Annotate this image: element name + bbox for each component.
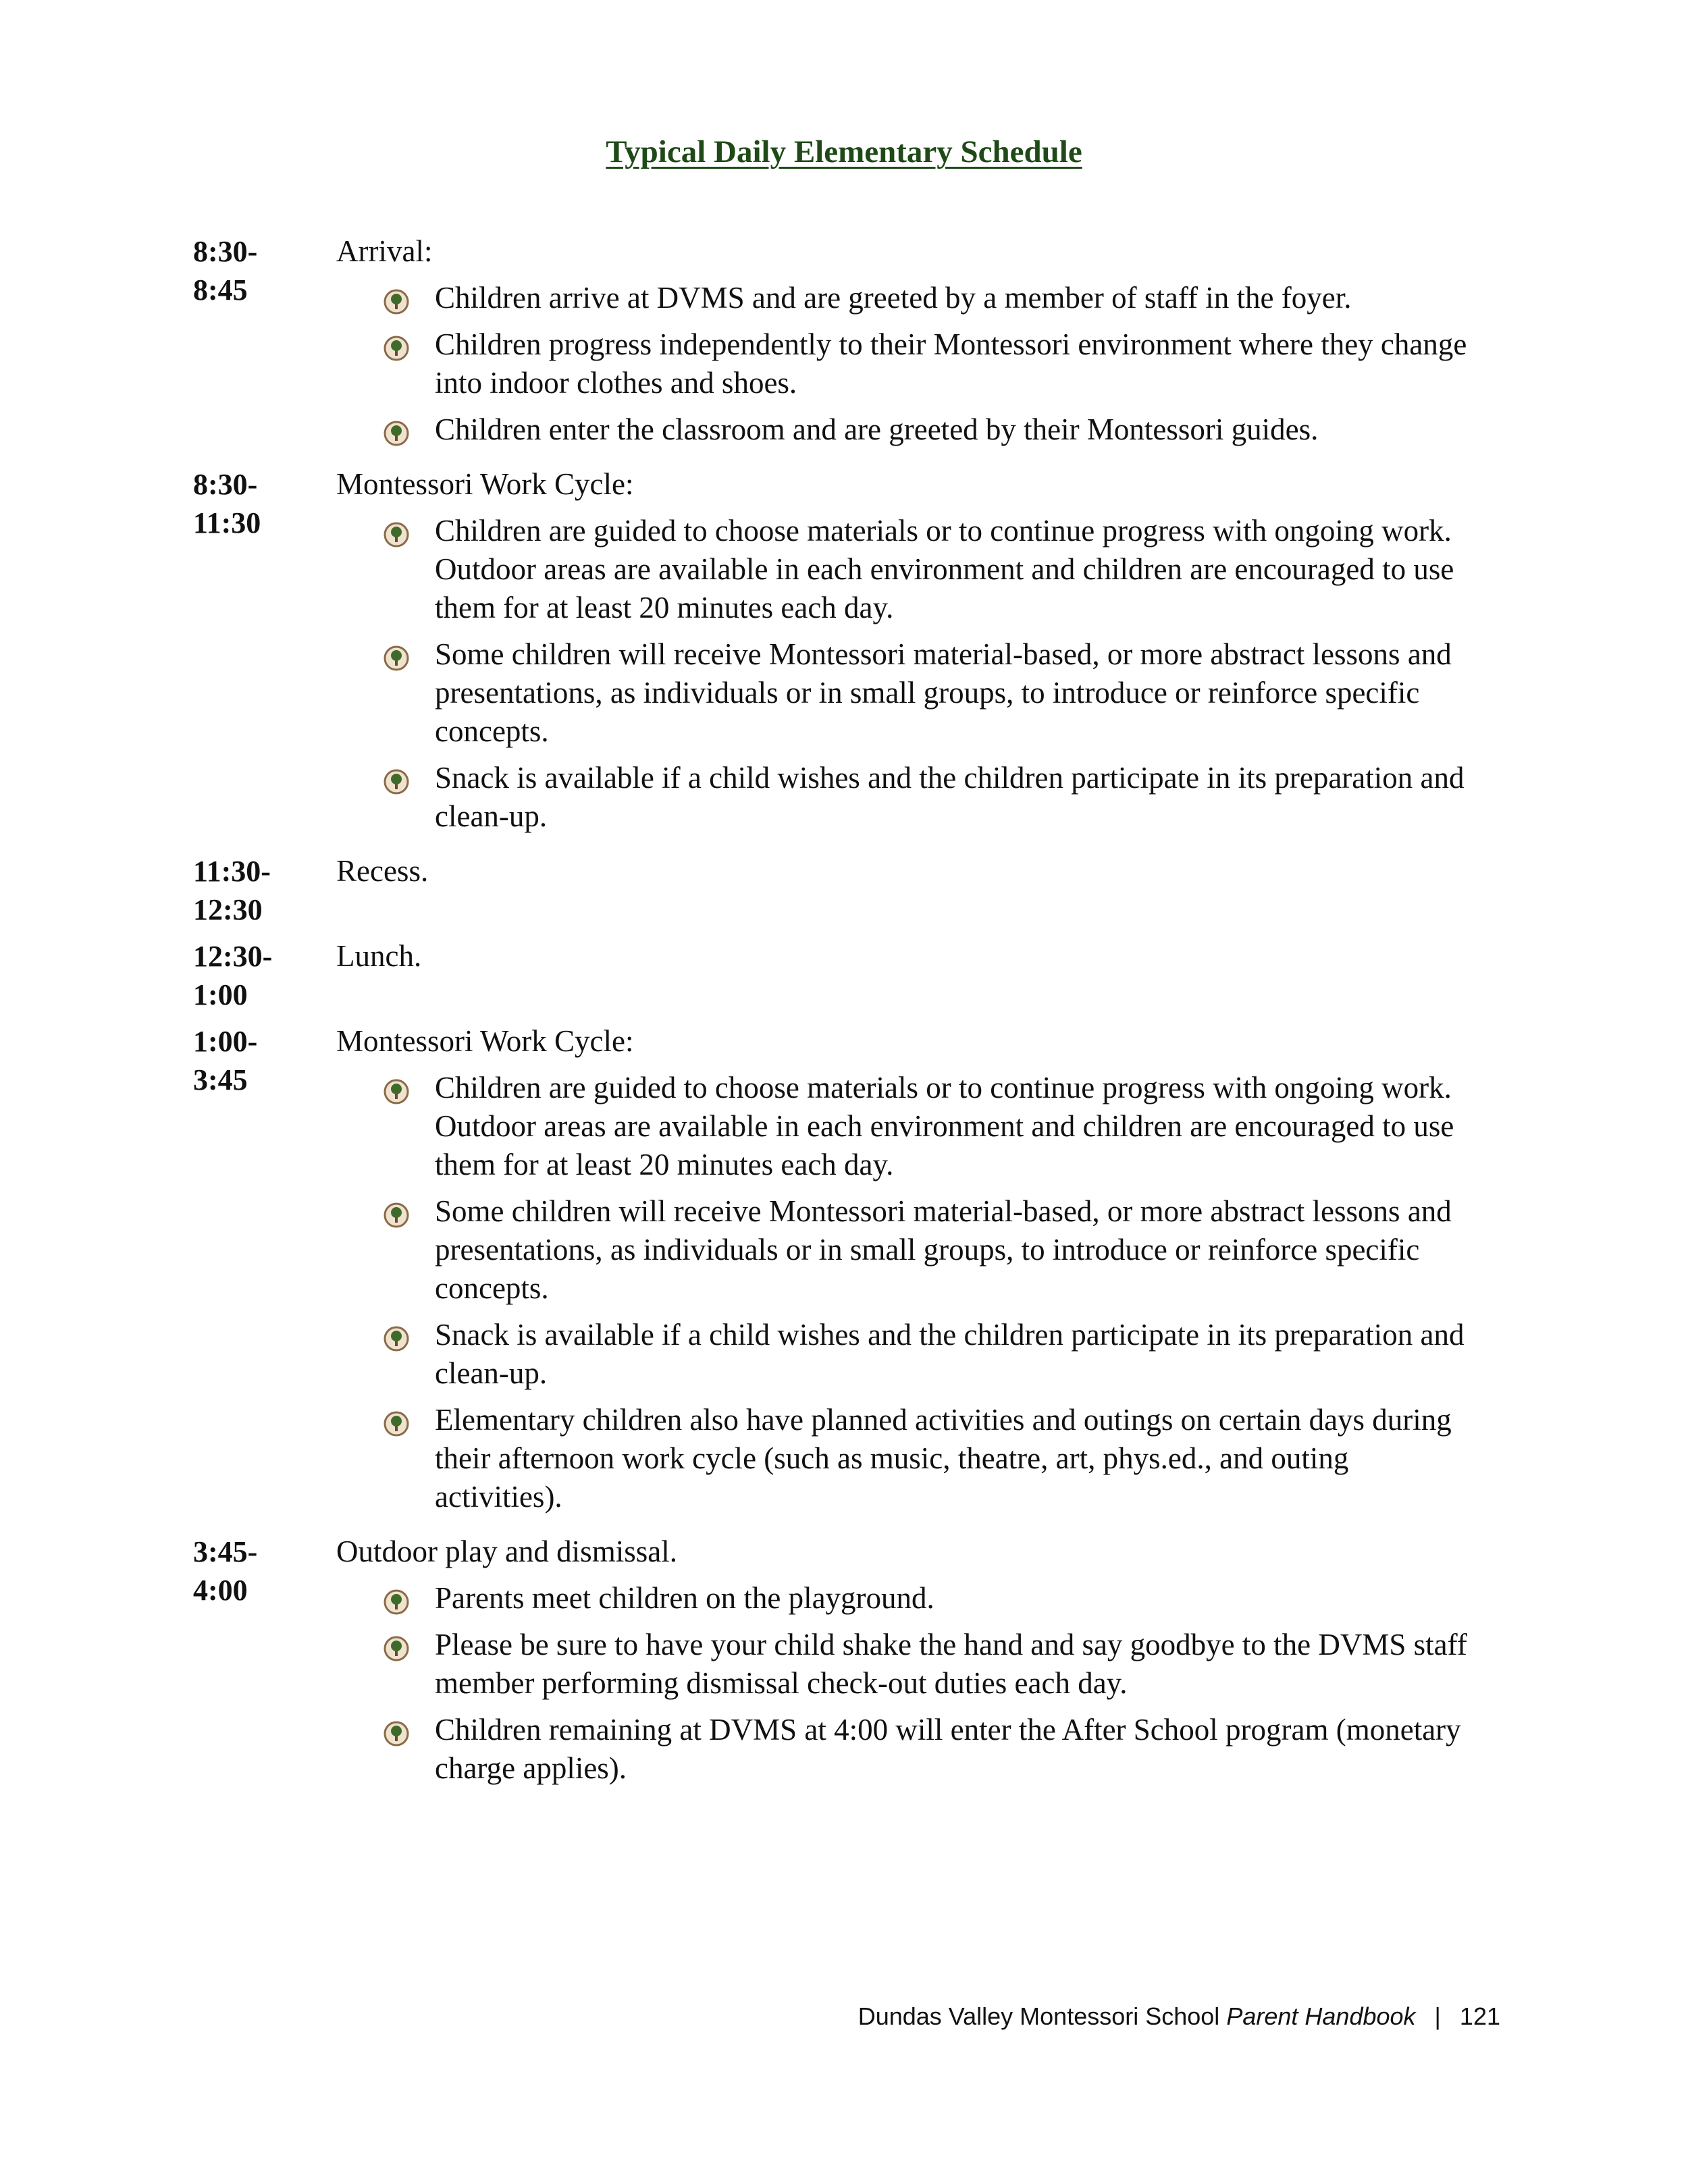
tree-bullet-icon xyxy=(384,1408,409,1433)
schedule-bullet-list xyxy=(336,1069,1516,1516)
schedule-bullet-item xyxy=(435,1579,1516,1618)
schedule-content xyxy=(336,937,1516,984)
schedule-time: 3:45- 4:00 xyxy=(193,1535,258,1607)
schedule-content xyxy=(336,1022,1516,1524)
tree-bullet-icon xyxy=(384,642,409,668)
schedule-block xyxy=(193,937,1516,1014)
schedule-heading: Recess. xyxy=(336,854,429,888)
tree-bullet-icon xyxy=(384,1717,409,1743)
schedule-time: 11:30- 12:30 xyxy=(193,855,271,926)
schedule-content xyxy=(336,465,1516,844)
schedule-bullet-list xyxy=(336,1579,1516,1788)
tree-bullet-icon xyxy=(384,1586,409,1612)
schedule-content xyxy=(336,852,1516,899)
schedule-heading: Lunch. xyxy=(336,939,422,973)
schedule-bullet-item xyxy=(435,410,1516,449)
footer-handbook-title: Parent Handbook xyxy=(1226,2002,1416,2030)
schedule-bullet-text: Snack is available if a child wishes and the children participate in its preparation and clean-up. xyxy=(435,1318,1465,1390)
schedule-content xyxy=(336,232,1516,457)
schedule-block xyxy=(193,1022,1516,1524)
schedule-bullet-text: Children enter the classroom and are greeted by their Montessori guides. xyxy=(435,412,1319,446)
schedule-bullet-item xyxy=(435,1626,1516,1703)
tree-bullet-icon xyxy=(384,417,409,443)
schedule-bullet-item xyxy=(435,635,1516,751)
tree-bullet-icon xyxy=(384,332,409,358)
schedule-list xyxy=(193,232,1516,1804)
tree-bullet-icon xyxy=(384,1199,409,1225)
schedule-content xyxy=(336,1533,1516,1796)
schedule-bullet-text: Parents meet children on the playground. xyxy=(435,1581,934,1615)
tree-bullet-icon xyxy=(384,1632,409,1658)
schedule-heading: Outdoor play and dismissal. xyxy=(336,1535,677,1568)
schedule-bullet-item xyxy=(435,1401,1516,1516)
tree-bullet-icon xyxy=(384,1323,409,1348)
schedule-bullet-item xyxy=(435,1069,1516,1184)
schedule-bullet-item xyxy=(435,1316,1516,1393)
schedule-bullet-item xyxy=(435,759,1516,836)
schedule-bullet-list xyxy=(336,512,1516,836)
schedule-block xyxy=(193,232,1516,457)
schedule-block xyxy=(193,465,1516,844)
schedule-bullet-text: Children remaining at DVMS at 4:00 will enter the After School program (monetary charge applies). xyxy=(435,1713,1461,1785)
schedule-bullet-text: Children are guided to choose materials or to continue progress with ongoing work. Outdoor areas are available in each environment and children are encouraged to use them for at least 20 minutes each day. xyxy=(435,514,1454,624)
schedule-bullet-text: Please be sure to have your child shake the hand and say goodbye to the DVMS staff member performing dismissal check-out duties each day. xyxy=(435,1628,1467,1700)
schedule-block xyxy=(193,1533,1516,1796)
footer-separator: | xyxy=(1434,2002,1441,2030)
schedule-time: 1:00- 3:45 xyxy=(193,1025,258,1096)
schedule-heading: Montessori Work Cycle: xyxy=(336,1024,634,1058)
tree-bullet-icon xyxy=(384,286,409,311)
schedule-bullet-text: Children arrive at DVMS and are greeted by a member of staff in the foyer. xyxy=(435,281,1352,315)
page-title: Typical Daily Elementary Schedule xyxy=(606,134,1082,169)
schedule-bullet-text: Some children will receive Montessori material-based, or more abstract lessons and presentations, as individuals or in small groups, to introduce or reinforce specific concepts. xyxy=(435,637,1452,748)
schedule-bullet-item xyxy=(435,1192,1516,1308)
schedule-bullet-list xyxy=(336,279,1516,449)
schedule-bullet-item xyxy=(435,279,1516,317)
schedule-bullet-item xyxy=(435,1711,1516,1788)
schedule-time: 8:30- 11:30 xyxy=(193,468,261,539)
schedule-bullet-item xyxy=(435,325,1516,402)
tree-bullet-icon xyxy=(384,1075,409,1101)
schedule-time: 12:30- 1:00 xyxy=(193,940,273,1011)
schedule-bullet-text: Snack is available if a child wishes and the children participate in its preparation and clean-up. xyxy=(435,761,1465,833)
schedule-bullet-text: Elementary children also have planned activities and outings on certain days during their afternoon work cycle (such as music, theatre, art, phys.ed., and outing activities). xyxy=(435,1403,1452,1514)
schedule-bullet-text: Some children will receive Montessori material-based, or more abstract lessons and presentations, as individuals or in small groups, to introduce or reinforce specific concepts. xyxy=(435,1194,1452,1305)
footer-page-number: 121 xyxy=(1459,2002,1500,2030)
schedule-block xyxy=(193,852,1516,929)
schedule-bullet-text: Children are guided to choose materials or to continue progress with ongoing work. Outdoor areas are available in each environment and children are encouraged to use them for at least 20 minutes each day. xyxy=(435,1071,1454,1181)
tree-bullet-icon xyxy=(384,518,409,544)
schedule-bullet-text: Children progress independently to their Montessori environment where they change into indoor clothes and shoes. xyxy=(435,327,1467,400)
footer-school-name: Dundas Valley Montessori School xyxy=(858,2002,1220,2030)
schedule-heading: Arrival: xyxy=(336,234,433,268)
schedule-time: 8:30- 8:45 xyxy=(193,235,258,307)
page-footer xyxy=(858,2002,1500,2031)
schedule-heading: Montessori Work Cycle: xyxy=(336,467,634,501)
tree-bullet-icon xyxy=(384,766,409,791)
schedule-bullet-item xyxy=(435,512,1516,627)
